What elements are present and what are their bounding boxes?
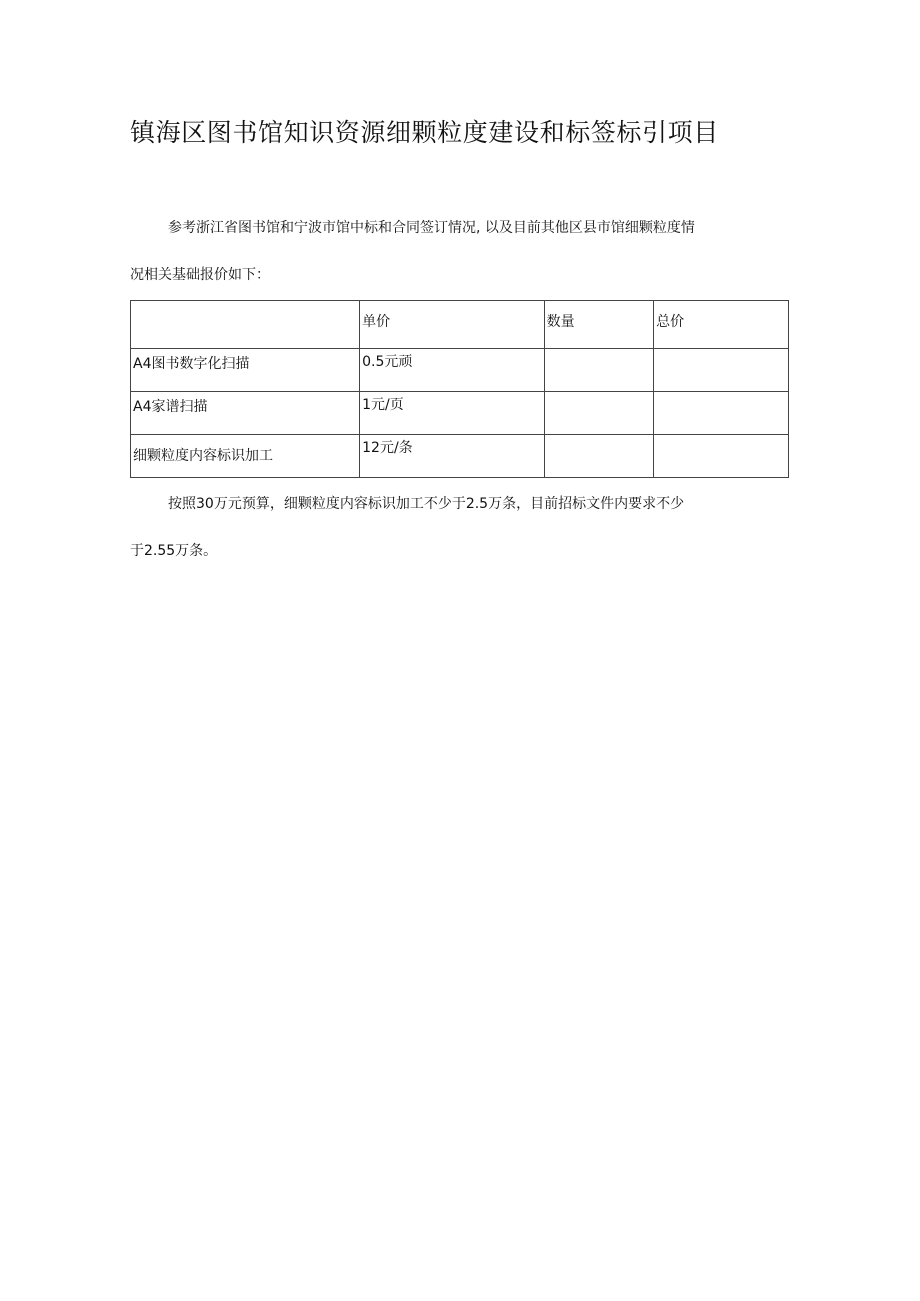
- item-label: 细颗粒度内容标识加工: [133, 448, 273, 464]
- price-table: [130, 300, 789, 478]
- table-row: [131, 392, 789, 435]
- total-cell: [654, 349, 789, 392]
- header-cell-unit-price: 单价: [360, 301, 545, 349]
- intro-paragraph-line-2: 况相关基础报价如下：: [130, 267, 270, 283]
- quantity-cell: [544, 435, 653, 478]
- total-cell: [654, 392, 789, 435]
- table-row: [131, 349, 789, 392]
- unit-price-cell: 1元/页: [360, 392, 545, 435]
- header-cell-total: 总价: [654, 301, 789, 349]
- unit-price-cell: 0.5元顽: [360, 349, 545, 392]
- quantity-cell: [544, 392, 653, 435]
- quantity-cell: [544, 349, 653, 392]
- header-cell-item: [131, 301, 360, 349]
- header-cell-quantity: 数量: [544, 301, 653, 349]
- table-row: [131, 435, 789, 478]
- item-cell: [131, 392, 360, 435]
- item-cell: [131, 435, 360, 478]
- unit-price-cell: 12元/条: [360, 435, 545, 478]
- item-label: A4图书数字化扫描: [133, 356, 250, 372]
- intro-paragraph-line-1: 参考浙江省图书馆和宁波市馆中标和合同签订情况, 以及目前其他区县市馆细颗粒度情: [168, 220, 695, 236]
- total-cell: [654, 435, 789, 478]
- item-cell: [131, 349, 360, 392]
- item-label: A4家谱扫描: [133, 399, 208, 415]
- summary-paragraph-line-1: 按照30万元预算，细颗粒度内容标识加工不少于2.5万条，目前招标文件内要求不少: [168, 496, 685, 512]
- table-header-row: [131, 301, 789, 349]
- page-title: 镇海区图书馆知识资源细颗粒度建设和标签标引项目: [130, 118, 719, 147]
- summary-paragraph-line-2: 于2.55万条。: [130, 543, 218, 559]
